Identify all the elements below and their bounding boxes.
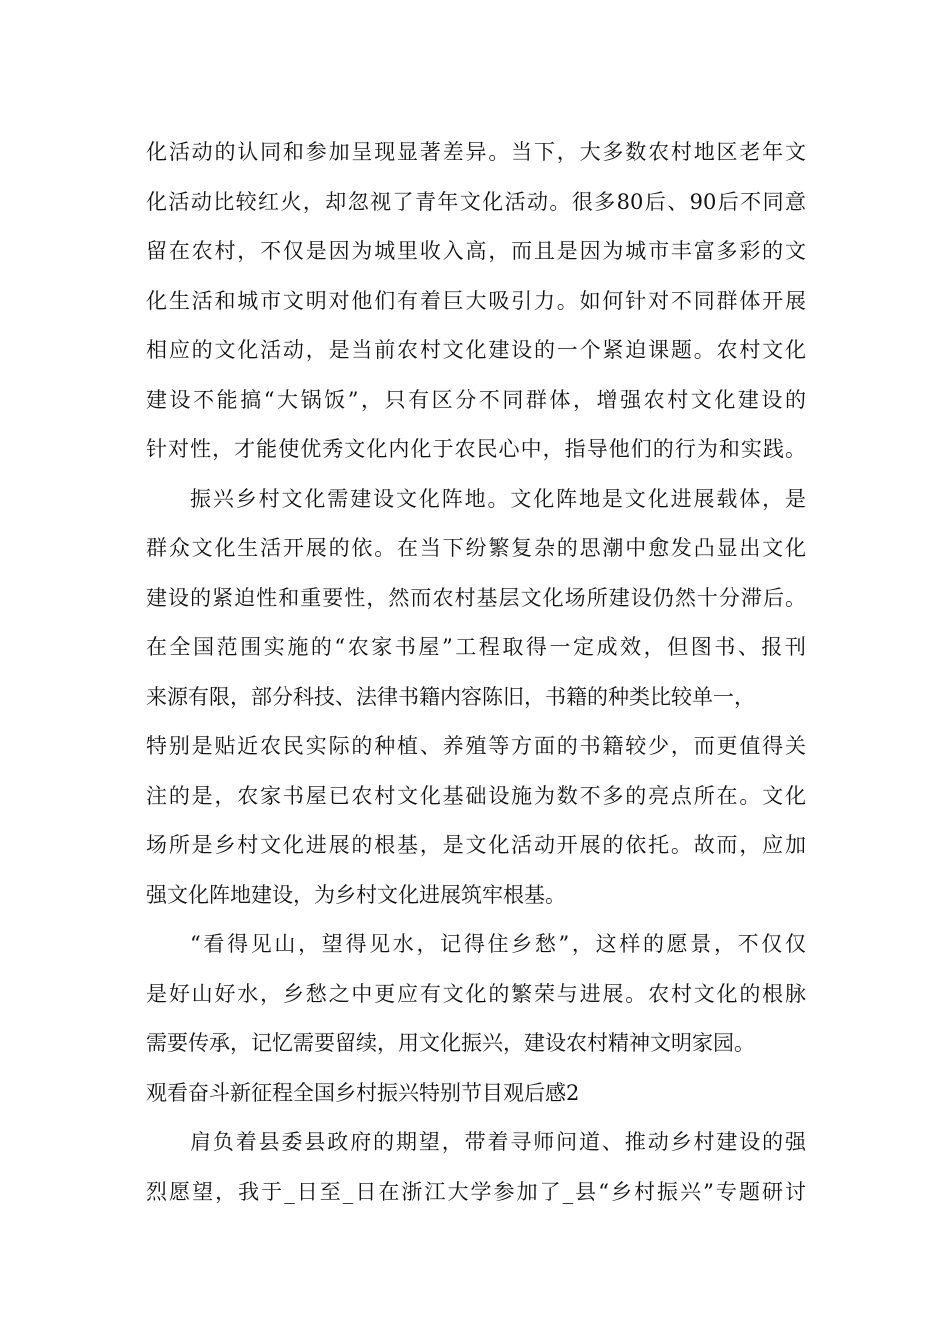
text-line: 需要传承，记忆需要留续，用文化振兴，建设农村精神文明家园。 <box>146 1031 755 1055</box>
text-line: 特别是贴近农民实际的种植、养殖等方面的书籍较少，而更值得关 <box>146 734 806 758</box>
text-line: 群众文化生活开展的依。在当下纷繁复杂的思潮中愈发凸显出文化 <box>146 536 806 560</box>
section-heading: 观看奋斗新征程全国乡村振兴特别节目观后感2 <box>146 1080 580 1105</box>
text-line: 化活动比较红火，却忽视了青年文化活动。很多80后、90后不同意 <box>146 189 806 214</box>
document-body <box>146 128 806 1217</box>
text-line: 强文化阵地建设，为乡村文化进展筑牢根基。 <box>146 882 566 907</box>
text-line: 注的是，农家书屋已农村文化基础设施为数不多的亮点所在。文化 <box>146 783 806 808</box>
text-line: 化活动的认同和参加呈现显著差异。当下，大多数农村地区老年文 <box>146 140 806 164</box>
text-line: 是好山好水，乡愁之中更应有文化的繁荣与进展。农村文化的根脉 <box>146 981 806 1006</box>
text-line: 针对性，才能使优秀文化内化于农民心中，指导他们的行为和实践。 <box>146 437 806 461</box>
text-line: 来源有限，部分科技、法律书籍内容陈旧，书籍的种类比较单一， <box>146 684 755 709</box>
text-line: 相应的文化活动，是当前农村文化建设的一个紧迫课题。农村文化 <box>146 338 806 362</box>
text-line: 在全国范围实施的“农家书屋”工程取得一定成效，但图书、报刊 <box>146 635 806 659</box>
paragraph-first-line: “看得见山，望得见水，记得住乡愁”，这样的愿景，不仅仅 <box>190 932 806 956</box>
text-line: 化生活和城市文明对他们有着巨大吸引力。如何针对不同群体开展 <box>146 288 806 313</box>
paragraph-first-line: 肩负着县委县政府的期望，带着寻师问道、推动乡村建设的强 <box>190 1130 806 1154</box>
text-line: 场所是乡村文化进展的根基，是文化活动开展的依托。故而，应加 <box>146 833 806 857</box>
paragraph-first-line: 振兴乡村文化需建设文化阵地。文化阵地是文化进展载体，是 <box>190 486 806 511</box>
text-line: 建设不能搞“大锅饭”，只有区分不同群体，增强农村文化建设的 <box>146 387 806 412</box>
text-line: 烈愿望，我于_日至_日在浙江大学参加了_县“乡村振兴”专题研讨 <box>146 1179 806 1204</box>
text-line: 建设的紧迫性和重要性，然而农村基层文化场所建设仍然十分滞后。 <box>146 585 806 610</box>
text-line: 留在农村，不仅是因为城里收入高，而且是因为城市丰富多彩的文 <box>146 239 806 263</box>
